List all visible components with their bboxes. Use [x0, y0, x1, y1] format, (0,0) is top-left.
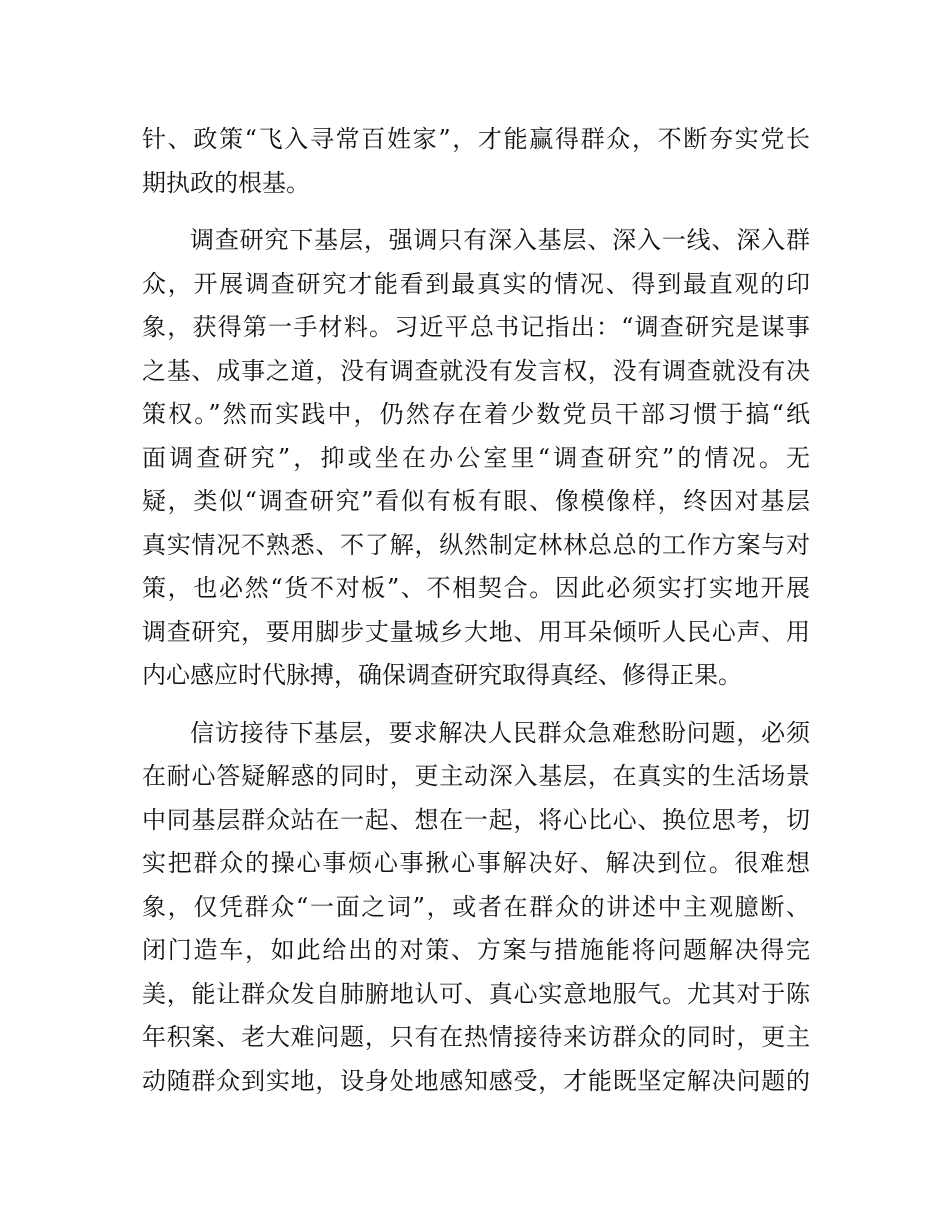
- paragraph-spacer: [142, 698, 810, 712]
- paragraph-line: 疑，类似“调查研究”看似有板有眼、像模像样，终因对基层: [142, 487, 810, 515]
- paragraph-line: 实把群众的操心事烦心事揪心事解决好、解决到位。很难想: [142, 849, 810, 877]
- paragraph-line: 策，也必然“货不对板”、不相契合。因此必须实打实地开展: [142, 574, 810, 602]
- paragraph-line: 动随群众到实地，设身处地感知感受，才能既坚定解决问题的: [142, 1066, 810, 1095]
- paragraph-1: [142, 118, 810, 205]
- paragraph-line: 美，能让群众发自肺腑地认可、真心实意地服气。尤其对于陈: [142, 979, 810, 1008]
- document-body: [142, 118, 810, 1103]
- paragraph-line: 调查研究，要用脚步丈量城乡大地、用耳朵倾听人民心声、用: [142, 617, 810, 646]
- paragraph-line: 期执政的根基。: [142, 168, 310, 197]
- paragraph-3: [142, 712, 810, 1104]
- paragraph-line: 众，开展调查研究才能看到最真实的情况、得到最直观的印: [142, 269, 810, 298]
- paragraph-line: 针、政策“飞入寻常百姓家”，才能赢得群众，不断夯实党长: [142, 125, 810, 153]
- paragraph-line: 调查研究下基层，强调只有深入基层、深入一线、深入群: [190, 226, 810, 254]
- paragraph-line: 象，仅凭群众“一面之词”，或者在群众的讲述中主观臆断、: [142, 892, 810, 921]
- paragraph-line: 面调查研究”，抑或坐在办公室里“调查研究”的情况。无: [142, 443, 810, 472]
- paragraph-line: 之基、成事之道，没有调查就没有发言权，没有调查就没有决: [142, 356, 810, 385]
- paragraph-line: 策权。”然而实践中，仍然存在着少数党员干部习惯于搞“纸: [142, 400, 810, 428]
- paragraph-line: 在耐心答疑解惑的同时，更主动深入基层，在真实的生活场景: [142, 762, 810, 790]
- paragraph-spacer: [142, 205, 810, 219]
- paragraph-line: 闭门造车，如此给出的对策、方案与措施能将问题解决得完: [142, 936, 810, 964]
- paragraph-line: 年积案、老大难问题，只有在热情接待来访群众的同时，更主: [142, 1023, 810, 1051]
- paragraph-line: 中同基层群众站在一起、想在一起，将心比心、换位思考，切: [142, 805, 810, 834]
- paragraph-line: 内心感应时代脉搏，确保调查研究取得真经、修得正果。: [142, 661, 742, 689]
- paragraph-line: 真实情况不熟悉、不了解，纵然制定林林总总的工作方案与对: [142, 530, 810, 559]
- paragraph-line: 信访接待下基层，要求解决人民群众急难愁盼问题，必须: [190, 718, 810, 747]
- paragraph-2: [142, 219, 810, 698]
- paragraph-line: 象，获得第一手材料。习近平总书记指出：“调查研究是谋事: [142, 313, 810, 341]
